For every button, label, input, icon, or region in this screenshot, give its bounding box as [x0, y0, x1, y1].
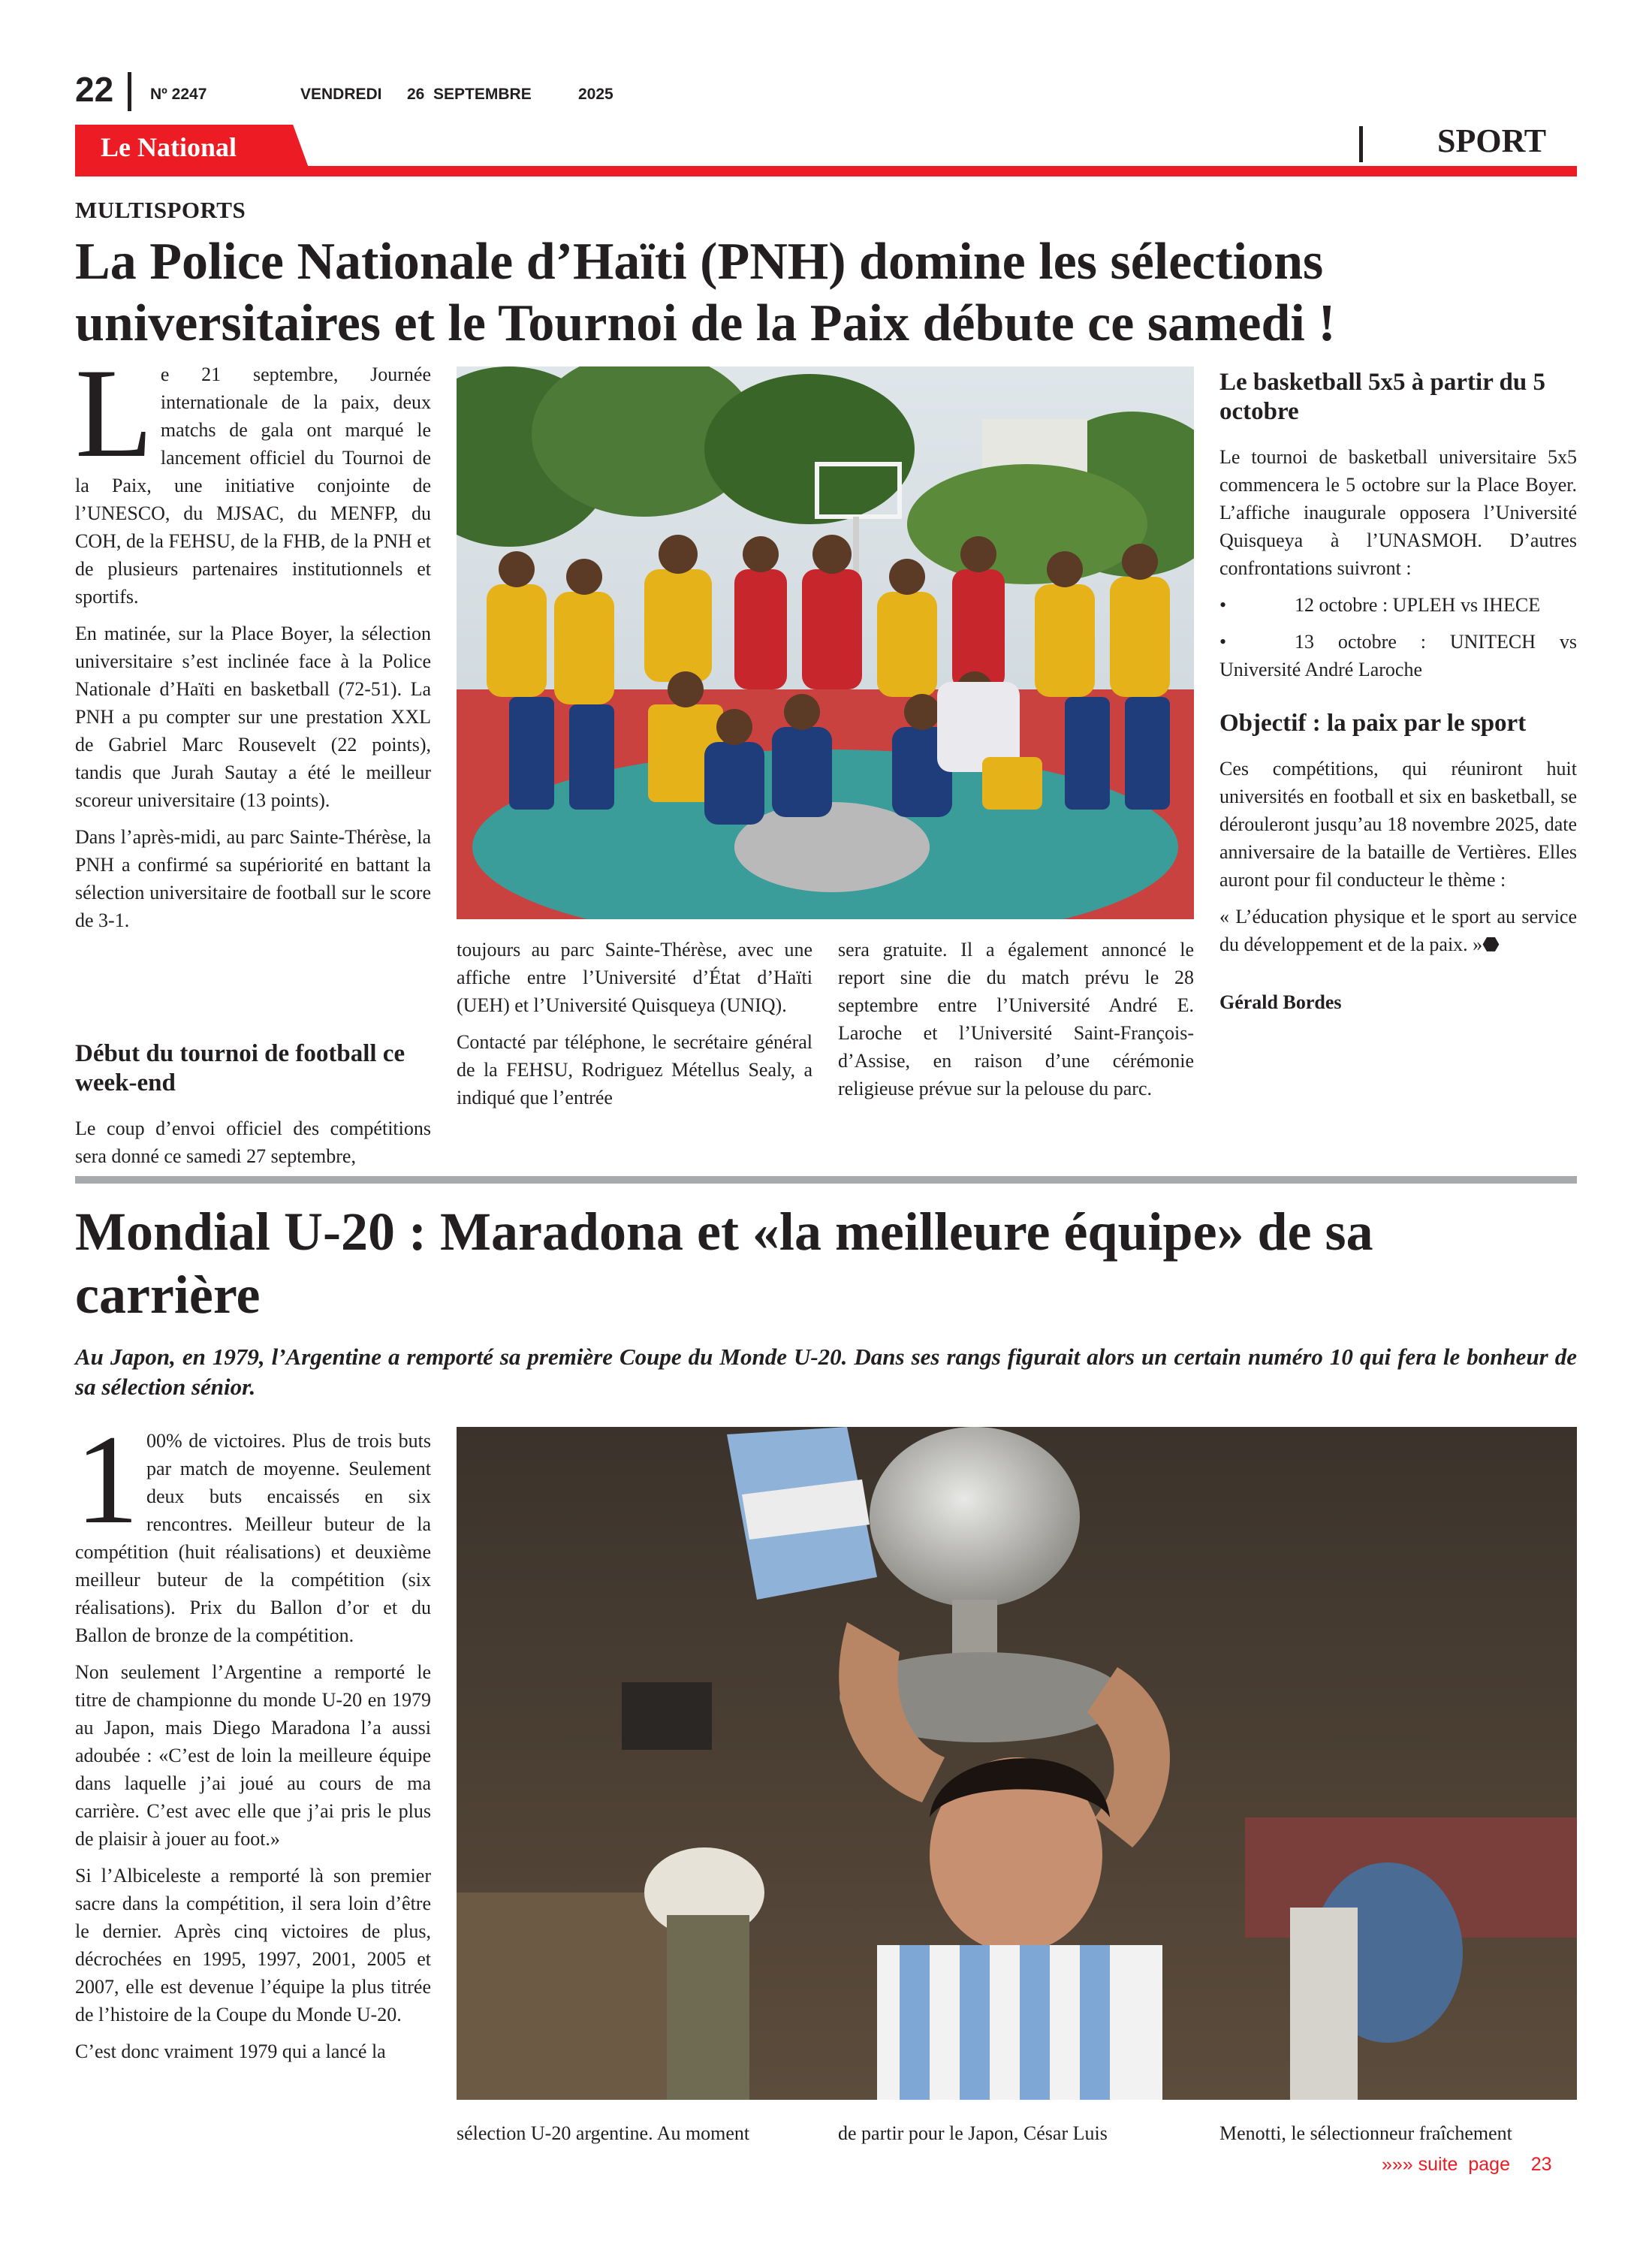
article-column-4 — [1219, 360, 1577, 1025]
article-column-2 — [457, 2119, 812, 2156]
paragraph: Si l’Albiceleste a remporté là son premier sacre dans la compétition, il sera loin d’être le dernier. Après cinq victoires de plus, décrochées en 1995, 1997, 2001, 2005 et 2007, elle est devenue l’équipe la plus titrée de l’histoire de la Coupe du Monde U-20. — [75, 1865, 431, 2025]
issue-year: 2025 — [578, 86, 613, 103]
article-lead: Au Japon, en 1979, l’Argentine a remporté sa première Coupe du Monde U-20. Dans ses rangs figurait alors un certain numéro 10 qui fera le bonheur de sa sélection sénior. — [75, 1344, 1577, 1400]
paragraph: Ces compétitions, qui réuniront huit universités en football et six en basketball, se dérouleront jusqu’au 18 novembre 2025, date anniversaire de la bataille de Vertières. Elles auront pour fil conducteur le thème : — [1219, 758, 1577, 891]
paragraph: e 21 septembre, Journée internationale de la paix, deux matchs de gala ont marqué le lancement officiel du Tournoi de la Paix, une initiative conjointe de l’UNESCO, du MJSAC, du MENFP, du COH, de la FEHSU, de la FHB, de la PNH et de plusieurs partenaires institutionnels et sportifs. — [75, 363, 431, 608]
article-column-2 — [457, 936, 812, 1120]
section-divider — [1359, 126, 1363, 162]
issue-number: Nº 2247 — [150, 86, 207, 103]
subheading: Début du tournoi de football ce week-end — [75, 1040, 405, 1096]
article-column-1 — [75, 1409, 431, 2074]
trophy-photo — [457, 1427, 1577, 2100]
article-title: Mondial U-20 : Maradona et «la meilleure équipe» de sa carrière — [75, 1202, 1373, 1325]
paragraph: Non seulement l’Argentine a remporté le titre de championne du monde U-20 en 1979 au Japon, mais Diego Maradona l’a aussi adoubée : «C’est de loin la meilleure équipe dans laquelle j’ai joué au cours de ma carrière. C’est avec elle que j’ai pris le plus de plaisir à jouer au foot.» — [75, 1661, 431, 1850]
header-rule — [75, 166, 1577, 176]
list-item: • 12 octobre : UPLEH vs IHECE — [1219, 594, 1541, 616]
drop-cap: L — [75, 342, 153, 484]
continued-link[interactable]: »»» suite page 23 — [1382, 2154, 1552, 2175]
paragraph: Le coup d’envoi officiel des compétitions sera donné ce samedi 27 septembre, — [75, 1117, 431, 1167]
subheading: Le basketball 5x5 à partir du 5 octobre — [1219, 369, 1545, 425]
article-divider — [75, 1176, 1577, 1184]
drop-cap: 1 — [75, 1409, 139, 1550]
article-column-1 — [75, 342, 431, 943]
article-column-4 — [1219, 2119, 1577, 2156]
brand-name: Le National — [101, 132, 237, 162]
paragraph: « L’éducation physique et le sport au service du développement et de la paix. »⬣ — [1219, 906, 1577, 955]
paragraph: Contacté par téléphone, le secrétaire général de la FEHSU, Rodriguez Métellus Sealy, a indiqué que l’entrée — [457, 1031, 812, 1108]
list-item: • 13 octobre : UNITECH vs Université André Laroche — [1219, 631, 1577, 680]
paragraph: sera gratuite. Il a également annoncé le report sine die du match prévu le 28 septembre entre l’Université André E. Laroche et l’Université Saint-François-d’Assise, en raison d’une cérémonie religieuse prévue sur la pelouse du parc. — [838, 939, 1194, 1099]
paragraph: sélection U-20 argentine. Au moment — [457, 2122, 750, 2144]
paragraph: 00% de victoires. Plus de trois buts par match de moyenne. Seulement deux buts encaissés en six rencontres. Meilleur buteur de la compétition (huit réalisations) et deuxième meilleur buteur de la compétition (six réalisations). Prix du Ballon d’or et du Ballon de bronze de la compétition. — [75, 1430, 431, 1646]
article-column-3 — [838, 2119, 1194, 2156]
article-column-1-bottom — [75, 1014, 431, 1179]
paragraph: toujours au parc Sainte-Thérèse, avec une affiche entre l’Université d’État d’Haïti (UEH) et l’Université Quisqueya (UNIQ). — [457, 939, 812, 1016]
end-mark-icon: ⬣ — [1482, 933, 1500, 955]
issue-day: VENDREDI — [300, 86, 382, 103]
section-name: SPORT — [1437, 122, 1547, 159]
paragraph: de partir pour le Japon, César Luis — [838, 2122, 1108, 2144]
page-number: 22 — [75, 70, 114, 109]
header-divider — [128, 72, 131, 111]
paragraph: En matinée, sur la Place Boyer, la sélection universitaire s’est inclinée face à la Police Nationale d’Haïti en basketball (72-51). La PNH a pu compter sur une prestation XXL de Gabriel Marc Rousevelt (22 points), tandis que Jurah Sautay a été le meilleur scoreur universitaire (13 points). — [75, 623, 431, 811]
article-kicker: MULTISPORTS — [75, 197, 246, 223]
paragraph: Menotti, le sélectionneur fraîchement — [1219, 2122, 1512, 2144]
paragraph: Le tournoi de basketball universitaire 5x5 commencera le 5 octobre sur la Place Boyer. L’affiche inaugurale opposera l’Université Quisqueya à l’UNASMOH. D’autres confrontations suivront : — [1219, 446, 1577, 579]
article-title: La Police Nationale d’Haïti (PNH) domine les sélections universitaires et le Tournoi de la Paix débute ce samedi ! — [75, 233, 1336, 352]
paragraph: C’est donc vraiment 1979 qui a lancé la — [75, 2040, 386, 2062]
author-byline: Gérald Bordes — [1219, 991, 1342, 1013]
article-column-3 — [838, 936, 1194, 1111]
issue-date: 26 SEPTEMBRE — [407, 86, 532, 103]
team-photo — [457, 366, 1194, 919]
subheading: Objectif : la paix par le sport — [1219, 710, 1527, 737]
paragraph: Dans l’après-midi, au parc Sainte-Thérèse, la PNH a confirmé sa supériorité en battant la sélection universitaire de football sur le score de 3-1. — [75, 826, 431, 931]
